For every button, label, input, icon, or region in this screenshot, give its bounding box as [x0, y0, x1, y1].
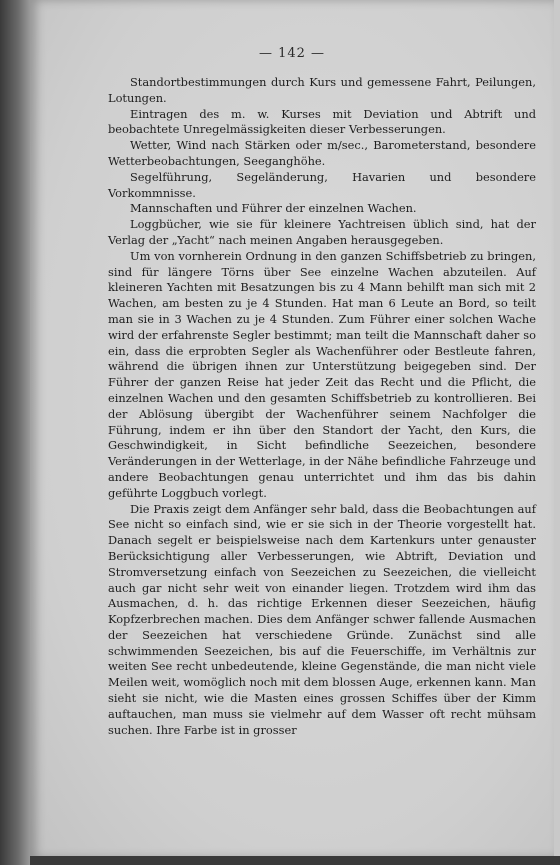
page-body-text: [108, 75, 536, 738]
paragraph: Segelführung, Segeländerung, Havarien und besondere Vorkommnisse.: [108, 169, 536, 200]
paragraph: Um von vornherein Ordnung in den ganzen Schiffsbetrieb zu bringen, sind für längere Törns über See einzelne Wachen abzuteilen. Auf kleineren Yachten mit Besatzungen bis zu 4 Mann behilft man sich mit 2 Wachen, am besten zu je 4 Stunden. Hat man 6 Leute an Bord, so teilt man sie in 3 Wachen zu je 4 Stunden. Zum Führer einer solchen Wache wird der erfahrenste Segler bestimmt; man teilt die Mannschaft daher so ein, dass die erprobten Segler als Wachenführer oder Bestleute fahren, während die übrigen ihnen zur Unterstützung beigegeben sind. Der Führer der ganzen Reise hat jeder Zeit das Recht und die Pflicht, die einzelnen Wachen und den gesamten Schiffsbetrieb zu kontrollieren. Bei der Ablösung übergibt der Wachenführer seinem Nachfolger die Führung, indem er ihn über den Standort der Yacht, den Kurs, die Geschwindigkeit, in Sicht befindliche Seezeichen, besondere Veränderungen in der Wetterlage, in der Nähe befindliche Fahrzeuge und andere Beobachtungen genau unterrichtet und ihm das bis dahin geführte Loggbuch vorlegt.: [108, 248, 536, 500]
paragraph: Loggbücher, wie sie für kleinere Yachtreisen üblich sind, hat der Verlag der „Yacht“ nach meinen Angaben herausgegeben.: [108, 217, 536, 247]
page-number: — 142 —: [258, 46, 326, 61]
page-bottom-edge: [30, 856, 560, 865]
paragraph: Wetter, Wind nach Stärken oder m/sec., Barometerstand, besondere Wetterbeobachtungen, Seeganghöhe.: [108, 138, 536, 168]
paragraph: Eintragen des m. w. Kurses mit Deviation und Abtrift und beobachtete Unregelmässigkeiten dieser Verbesserungen.: [108, 106, 536, 137]
paragraph: Die Praxis zeigt dem Anfänger sehr bald, dass die Beobachtungen auf See nicht so einfach sind, wie er sie sich in der Theorie vorgestellt hat. Danach segelt er beispielsweise nach dem Kartenkurs unter genauster Berücksichtigung aller Verbesserungen, wie Abtrift, Deviation und Stromversetzung einfach von Seezeichen zu Seezeichen, die vielleicht auch gar nicht sehr weit von einander liegen. Trotzdem wird ihm das Ausmachen, d. h. das richtige Erkennen dieser Seezeichen, häufig Kopfzerbrechen machen. Dies dem Anfänger schwer fallende Ausmachen der Seezeichen hat verschiedene Gründe. Zunächst sind alle schwimmenden Seezeichen, bis auf die Feuerschiffe, im Verhältnis zur weiten See recht unbedeutende, kleine Gegenstände, die man nicht viele Meilen weit, womöglich noch mit dem blossen Auge, erkennen kann. Man sieht sie nicht, wie die Masten eines grossen Schiffes über der Kimm auftauchen, man muss sie vielmehr auf dem Wasser oft recht mühsam suchen. Ihre Farbe ist in grosser: [108, 501, 536, 737]
paragraph: Mannschaften und Führer der einzelnen Wachen.: [130, 201, 417, 216]
paragraph: Standortbestimmungen durch Kurs und gemessene Fahrt, Peilungen, Lotungen.: [108, 75, 536, 105]
